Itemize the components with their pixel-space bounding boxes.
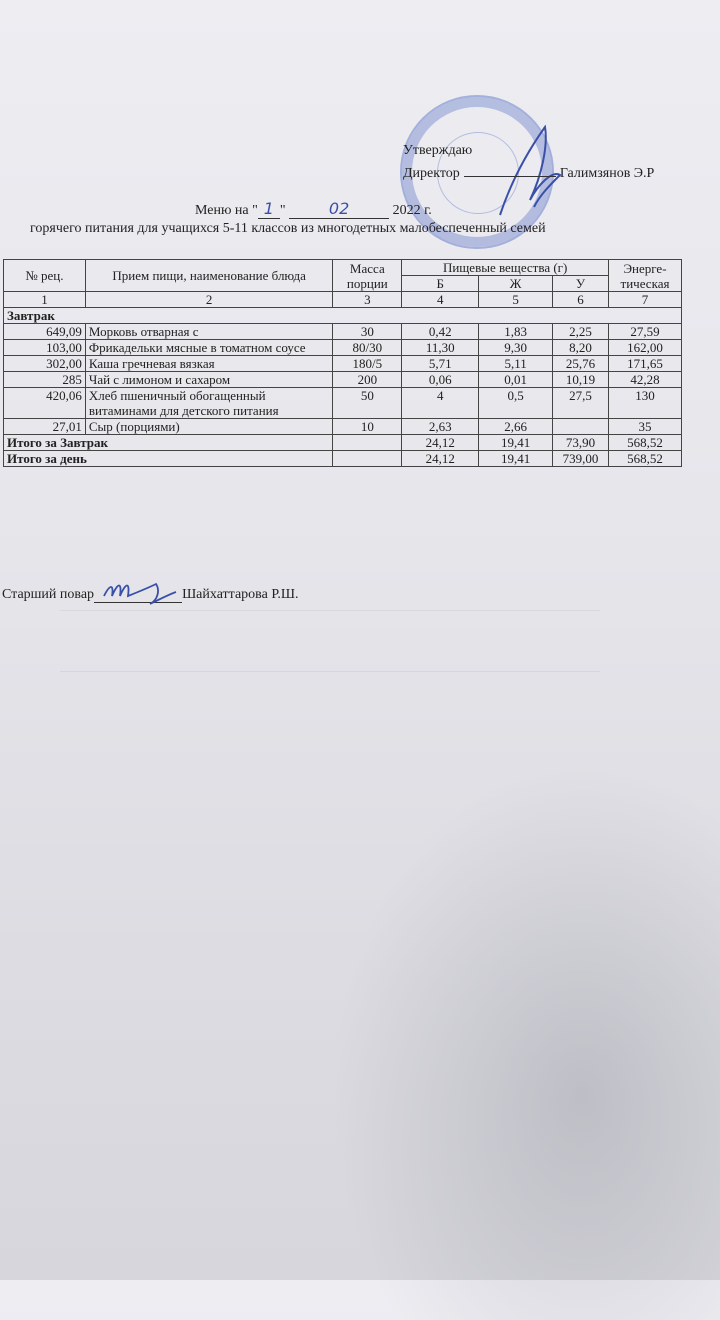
total-b: 24,12 [402,435,479,451]
cell-energy: 42,28 [609,372,682,388]
header-mass: Масса порции [333,260,402,292]
cell-mass: 80/30 [333,340,402,356]
total-mass-empty [333,451,402,467]
cell-name: Сыр (порциями) [85,419,333,435]
table-row [4,372,682,388]
director-signature-line [464,162,556,177]
header-zh: Ж [479,276,553,292]
total-energy: 568,52 [609,451,682,467]
table-row [4,340,682,356]
cell-b: 2,63 [402,419,479,435]
col-number: 6 [553,292,609,308]
header-num: № рец. [4,260,86,292]
section-row [4,308,682,324]
cell-b: 0,42 [402,324,479,340]
cell-name: Фрикадельки мясные в томатном соусе [85,340,333,356]
cook-label: Старший повар [2,587,95,602]
cell-energy: 162,00 [609,340,682,356]
cell-name: Морковь отварная с [85,324,333,340]
menu-table [3,259,682,467]
cell-zh: 9,30 [479,340,553,356]
cell-b: 4 [402,388,479,419]
cell-zh: 1,83 [479,324,553,340]
menu-subtitle: горячего питания для учащихся 5-11 классов из многодетных малобеспеченный семей [30,221,546,236]
cell-u: 10,19 [553,372,609,388]
cell-name: Чай с лимоном и сахаром [85,372,333,388]
cell-mass: 50 [333,388,402,419]
cell-zh: 2,66 [479,419,553,435]
cell-zh: 5,11 [479,356,553,372]
cell-u: 27,5 [553,388,609,419]
total-label: Итого за день [4,451,333,467]
cell-num: 27,01 [4,419,86,435]
cell-b: 0,06 [402,372,479,388]
menu-year: 2022 г. [392,203,432,218]
col-number: 4 [402,292,479,308]
header-name: Прием пищи, наименование блюда [85,260,333,292]
director-label: Директор [403,166,460,181]
cell-u: 25,76 [553,356,609,372]
header-energy: Энерге-тическая [609,260,682,292]
menu-day: 1 [258,199,280,219]
column-number-row [4,292,682,308]
cell-zh: 0,5 [479,388,553,419]
header-nutrients: Пищевые вещества (г) [402,260,609,276]
cell-u: 2,25 [553,324,609,340]
cell-name: Хлеб пшеничный обогащенный витаминами для детского питания [85,388,333,419]
menu-title-prefix: Меню на " [195,203,258,218]
menu-month: 02 [289,199,389,219]
header-u: У [553,276,609,292]
cell-u [553,419,609,435]
approval-block [403,140,654,185]
total-label: Итого за Завтрак [4,435,333,451]
menu-title [195,199,432,219]
col-number: 3 [333,292,402,308]
footer-signature-line [2,586,298,603]
cell-b: 5,71 [402,356,479,372]
total-u: 73,90 [553,435,609,451]
cell-mass: 180/5 [333,356,402,372]
total-u: 739,00 [553,451,609,467]
total-b: 24,12 [402,451,479,467]
header-b: Б [402,276,479,292]
faint-background-shadow [60,610,600,672]
cell-name: Каша гречневая вязкая [85,356,333,372]
cell-mass: 200 [333,372,402,388]
cook-signature-line [94,586,182,603]
section-breakfast: Завтрак [4,308,682,324]
total-zh: 19,41 [479,451,553,467]
total-row [4,435,682,451]
cell-energy: 130 [609,388,682,419]
col-number: 7 [609,292,682,308]
total-mass-empty [333,435,402,451]
cell-mass: 10 [333,419,402,435]
table-row [4,356,682,372]
cell-num: 103,00 [4,340,86,356]
cell-num: 302,00 [4,356,86,372]
cell-b: 11,30 [402,340,479,356]
col-number: 5 [479,292,553,308]
col-number: 2 [85,292,333,308]
total-zh: 19,41 [479,435,553,451]
cell-num: 285 [4,372,86,388]
menu-quote-close: " [279,203,286,218]
col-number: 1 [4,292,86,308]
total-row [4,451,682,467]
cell-zh: 0,01 [479,372,553,388]
cell-energy: 27,59 [609,324,682,340]
cell-mass: 30 [333,324,402,340]
cook-signature [100,574,180,608]
total-energy: 568,52 [609,435,682,451]
header-row-1 [4,260,682,276]
cell-u: 8,20 [553,340,609,356]
cell-energy: 171,65 [609,356,682,372]
table-row [4,324,682,340]
approval-title: Утверждаю [403,143,473,158]
director-name: Галимзянов Э.Р [559,166,655,181]
table-row [4,419,682,435]
photo-shadow [330,760,720,1320]
cook-name: Шайхаттарова Р.Ш. [182,587,299,602]
table-row [4,388,682,419]
approval-director-line [403,162,654,185]
cell-energy: 35 [609,419,682,435]
cell-num: 420,06 [4,388,86,419]
cell-num: 649,09 [4,324,86,340]
